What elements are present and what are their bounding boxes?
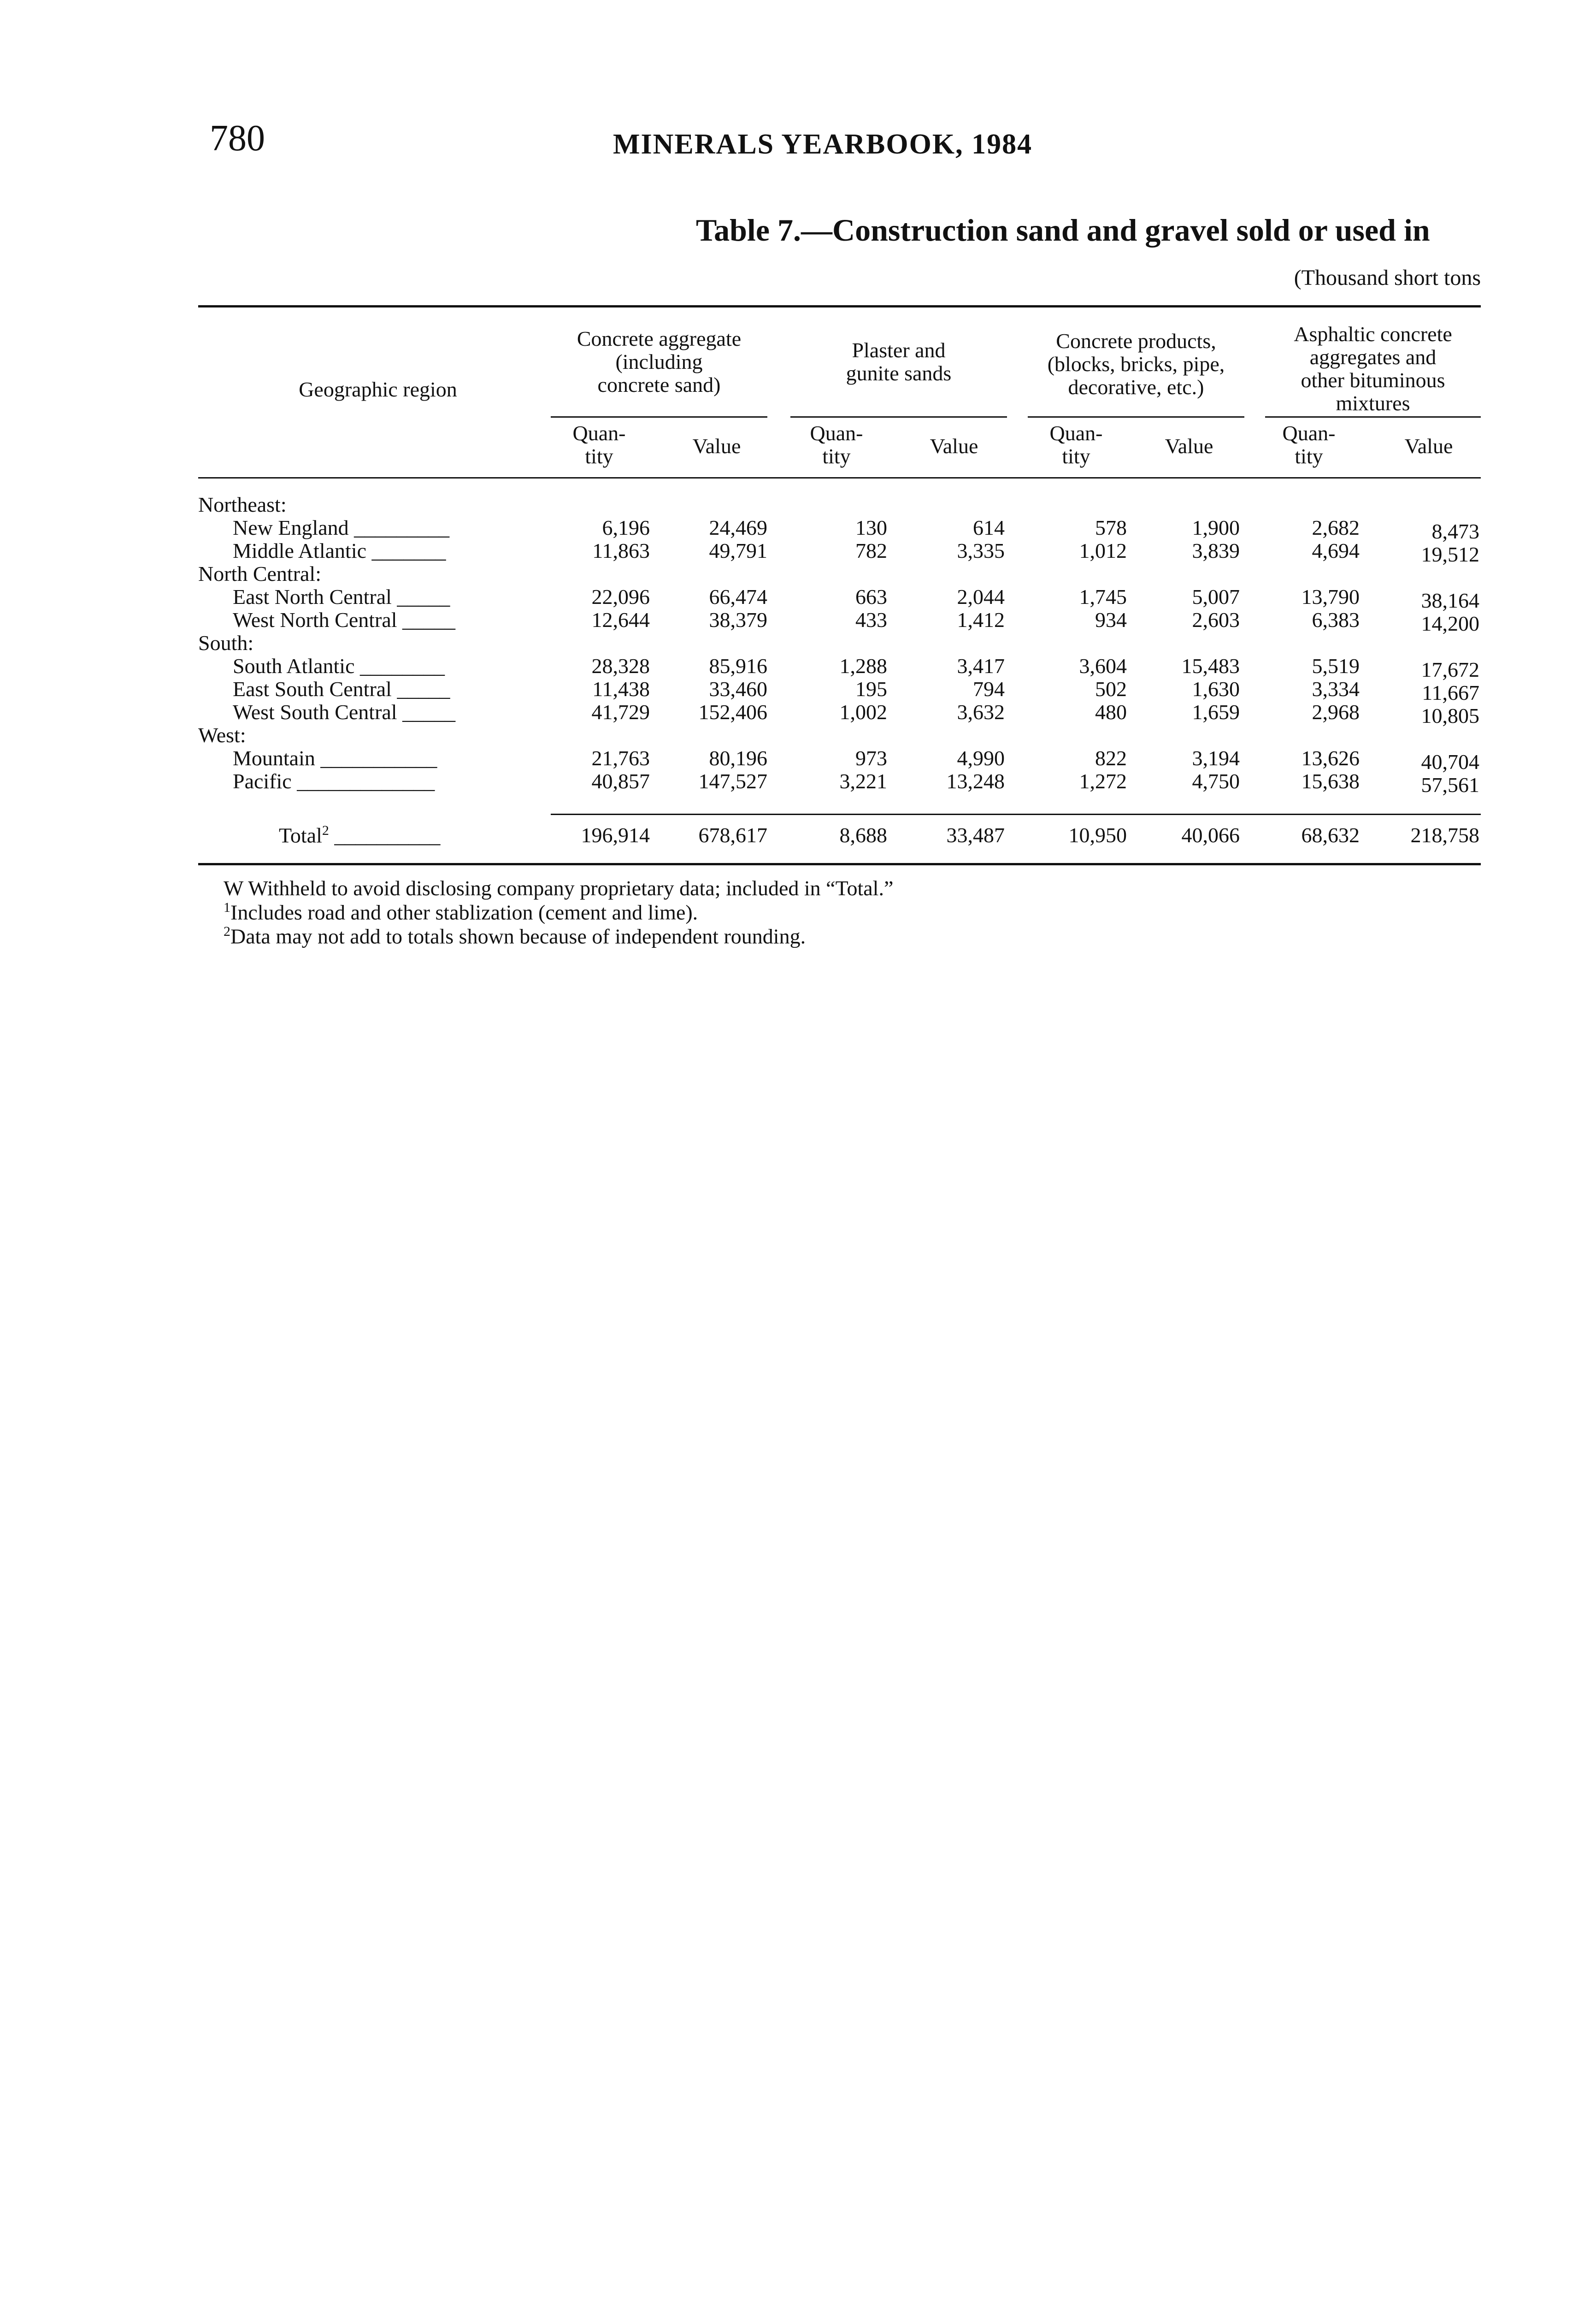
column-group-header-line: Concrete aggregate bbox=[577, 327, 742, 350]
footnote-marker: 1 bbox=[224, 900, 230, 915]
region-section-label: Northeast: bbox=[198, 493, 287, 516]
table-cell: 1,745 bbox=[1079, 585, 1127, 609]
subheader-line: tity bbox=[585, 444, 613, 468]
table-cell: 15,483 bbox=[1181, 654, 1240, 678]
total-cell: 40,066 bbox=[1181, 823, 1240, 847]
table-cell: 8,473 bbox=[1431, 520, 1479, 543]
table-cell: 66,474 bbox=[709, 585, 767, 609]
region-row-label: New England _________ bbox=[233, 516, 450, 539]
table-cell: 15,638 bbox=[1301, 769, 1360, 793]
column-group-rule bbox=[1028, 416, 1244, 418]
table-cell: 433 bbox=[855, 608, 887, 632]
footnote: $^1$Includes road and other stablization (cement and lime). bbox=[224, 900, 698, 924]
region-row-label: East South Central _____ bbox=[233, 677, 450, 701]
running-head: MINERALS YEARBOOK, 1984 bbox=[613, 129, 1033, 160]
subheader-line: Value bbox=[930, 434, 978, 458]
table-cell: 57,561 bbox=[1421, 773, 1479, 797]
table-cell: 33,460 bbox=[709, 677, 767, 701]
table-cell: 3,839 bbox=[1192, 539, 1240, 562]
table-cell: 28,328 bbox=[591, 654, 650, 678]
table-cell: 4,990 bbox=[957, 746, 1005, 770]
table-cell: 1,900 bbox=[1192, 516, 1240, 539]
table-cell: 19,512 bbox=[1421, 543, 1479, 566]
column-group-header-line: other bituminous bbox=[1301, 368, 1445, 392]
table-cell: 3,334 bbox=[1312, 677, 1360, 701]
table-cell: 195 bbox=[855, 677, 887, 701]
table-cell: 1,412 bbox=[957, 608, 1005, 632]
table-cell: 147,527 bbox=[698, 769, 767, 793]
table-cell: 13,626 bbox=[1301, 746, 1360, 770]
table-title: Table 7.—Construction sand and gravel sold or used in bbox=[696, 213, 1430, 248]
table-cell: 40,704 bbox=[1421, 750, 1479, 774]
region-row-label: Pacific _____________ bbox=[233, 769, 435, 793]
table-cell: 2,044 bbox=[957, 585, 1005, 609]
column-group-header-line: concrete sand) bbox=[597, 373, 721, 396]
subheader-line: Quan- bbox=[1049, 421, 1103, 445]
table-cell: 782 bbox=[855, 539, 887, 562]
quantity-header bbox=[786, 422, 887, 468]
total-cell: 196,914 bbox=[581, 823, 650, 847]
table-cell: 502 bbox=[1095, 677, 1127, 701]
table-cell: 17,672 bbox=[1421, 658, 1479, 681]
subheader-line: Quan- bbox=[1282, 421, 1336, 445]
table-cell: 3,221 bbox=[839, 769, 887, 793]
column-group-rule bbox=[551, 416, 767, 418]
subheader-line: Value bbox=[1404, 434, 1453, 458]
table-cell: 614 bbox=[973, 516, 1005, 539]
table-cell: 40,857 bbox=[591, 769, 650, 793]
value-header bbox=[1138, 435, 1240, 458]
subheader-line: Value bbox=[692, 434, 741, 458]
table-cell: 41,729 bbox=[591, 700, 650, 724]
total-cell: 678,617 bbox=[698, 823, 767, 847]
table-cell: 11,438 bbox=[592, 677, 650, 701]
column-group-header bbox=[551, 327, 767, 396]
table-cell: 10,805 bbox=[1421, 704, 1479, 727]
subheader-line: tity bbox=[1295, 444, 1323, 468]
table-cell: 3,604 bbox=[1079, 654, 1127, 678]
table-cell: 5,519 bbox=[1312, 654, 1360, 678]
table-cell: 1,272 bbox=[1079, 769, 1127, 793]
column-group-header-line: gunite sands bbox=[846, 361, 952, 385]
quantity-header bbox=[1025, 422, 1127, 468]
total-row-label: Total$^2$ __________ bbox=[279, 823, 441, 847]
column-group-header-line: decorative, etc.) bbox=[1068, 375, 1204, 399]
table-cell: 12,644 bbox=[591, 608, 650, 632]
table-cell: 3,417 bbox=[957, 654, 1005, 678]
column-group-rule bbox=[790, 416, 1007, 418]
table-cell: 934 bbox=[1095, 608, 1127, 632]
subheader-line: Quan- bbox=[810, 421, 863, 445]
footnote-marker: 2 bbox=[224, 924, 230, 939]
footnote: $^2$Data may not add to totals shown because of independent rounding. bbox=[224, 924, 806, 948]
table-cell: 11,863 bbox=[592, 539, 650, 562]
table-cell: 2,968 bbox=[1312, 700, 1360, 724]
table-cell: 49,791 bbox=[709, 539, 767, 562]
column-group-header-line: Asphaltic concrete bbox=[1294, 322, 1452, 346]
table-cell: 3,335 bbox=[957, 539, 1005, 562]
subheader-line: Quan- bbox=[572, 421, 626, 445]
table-cell: 973 bbox=[855, 746, 887, 770]
table-units: (Thousand short tons bbox=[1294, 266, 1481, 290]
column-group-header-line: Plaster and bbox=[852, 338, 946, 362]
quantity-header bbox=[548, 422, 650, 468]
column-group-header bbox=[790, 339, 1007, 385]
table-cell: 822 bbox=[1095, 746, 1127, 770]
table-top-rule bbox=[198, 305, 1481, 307]
region-section-label: North Central: bbox=[198, 562, 321, 585]
column-group-header-line: (including bbox=[615, 350, 703, 373]
column-group-header-line: (blocks, bricks, pipe, bbox=[1047, 352, 1225, 376]
region-row-label: Mountain ___________ bbox=[233, 746, 437, 770]
table-cell: 24,469 bbox=[709, 516, 767, 539]
table-cell: 1,659 bbox=[1192, 700, 1240, 724]
region-row-label: West South Central _____ bbox=[233, 700, 456, 724]
table-cell: 1,630 bbox=[1192, 677, 1240, 701]
table-cell: 663 bbox=[855, 585, 887, 609]
total-cell: 218,758 bbox=[1410, 823, 1479, 847]
subheader-line: tity bbox=[1062, 444, 1090, 468]
footnote-marker: 2 bbox=[322, 823, 329, 838]
table-cell: 80,196 bbox=[709, 746, 767, 770]
region-row-label: East North Central _____ bbox=[233, 585, 450, 609]
column-group-header bbox=[1028, 330, 1244, 399]
table-cell: 3,194 bbox=[1192, 746, 1240, 770]
table-cell: 3,632 bbox=[957, 700, 1005, 724]
column-group-rule bbox=[1265, 416, 1481, 418]
table-cell: 2,603 bbox=[1192, 608, 1240, 632]
table-cell: 578 bbox=[1095, 516, 1127, 539]
total-cell: 10,950 bbox=[1068, 823, 1127, 847]
table-cell: 14,200 bbox=[1421, 612, 1479, 635]
table-cell: 85,916 bbox=[709, 654, 767, 678]
table-cell: 2,682 bbox=[1312, 516, 1360, 539]
table-cell: 22,096 bbox=[591, 585, 650, 609]
region-row-label: South Atlantic ________ bbox=[233, 654, 445, 678]
footnote: W Withheld to avoid disclosing company proprietary data; included in “Total.” bbox=[224, 876, 894, 900]
table-cell: 21,763 bbox=[591, 746, 650, 770]
region-row-label: Middle Atlantic _______ bbox=[233, 539, 446, 562]
table-cell: 6,196 bbox=[602, 516, 650, 539]
table-cell: 1,012 bbox=[1079, 539, 1127, 562]
region-row-label: West North Central _____ bbox=[233, 608, 456, 632]
table-cell: 4,750 bbox=[1192, 769, 1240, 793]
total-rule bbox=[551, 814, 1481, 815]
subheader-line: tity bbox=[822, 444, 851, 468]
region-section-label: South: bbox=[198, 631, 254, 655]
total-cell: 68,632 bbox=[1301, 823, 1360, 847]
table-cell: 6,383 bbox=[1312, 608, 1360, 632]
region-section-label: West: bbox=[198, 723, 246, 747]
table-cell: 38,379 bbox=[709, 608, 767, 632]
column-group-header-line: aggregates and bbox=[1309, 345, 1437, 369]
subheader-line: Value bbox=[1165, 434, 1213, 458]
table-cell: 5,007 bbox=[1192, 585, 1240, 609]
table-cell: 11,667 bbox=[1422, 681, 1479, 704]
quantity-header bbox=[1258, 422, 1360, 468]
table-cell: 1,288 bbox=[839, 654, 887, 678]
table-cell: 130 bbox=[855, 516, 887, 539]
table-bottom-rule bbox=[198, 863, 1481, 865]
table-cell: 13,790 bbox=[1301, 585, 1360, 609]
table-cell: 480 bbox=[1095, 700, 1127, 724]
table-cell: 13,248 bbox=[946, 769, 1005, 793]
table-cell: 152,406 bbox=[698, 700, 767, 724]
value-header bbox=[1378, 435, 1479, 458]
total-cell: 8,688 bbox=[839, 823, 887, 847]
table-cell: 38,164 bbox=[1421, 589, 1479, 612]
total-cell: 33,487 bbox=[946, 823, 1005, 847]
column-group-header-line: Concrete products, bbox=[1056, 329, 1216, 353]
table-cell: 4,694 bbox=[1312, 539, 1360, 562]
column-group-header-line: mixtures bbox=[1336, 391, 1410, 415]
value-header bbox=[666, 435, 767, 458]
table-cell: 1,002 bbox=[839, 700, 887, 724]
stub-header: Geographic region bbox=[299, 378, 457, 401]
value-header bbox=[903, 435, 1005, 458]
page-number: 780 bbox=[210, 118, 265, 159]
table-cell: 794 bbox=[973, 677, 1005, 701]
column-group-header bbox=[1265, 323, 1481, 415]
header-bottom-rule bbox=[198, 477, 1481, 479]
